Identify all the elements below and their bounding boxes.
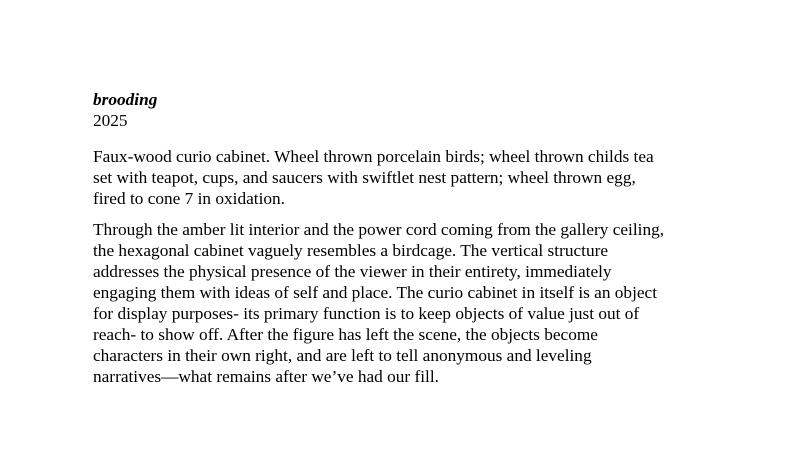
statement-line: addresses the physical presence of the viewer in their entirety, immediately	[93, 262, 612, 281]
statement-line: engaging them with ideas of self and place. The curio cabinet in itself is an object	[93, 283, 658, 302]
statement-line: Through the amber lit interior and the power cord coming from the gallery ceiling,	[93, 220, 665, 239]
statement-line: for display purposes- its primary function is to keep objects of value just out of	[93, 304, 640, 323]
artwork-year: 2025	[93, 111, 128, 130]
statement-line: narratives—what remains after we’ve had our fill.	[93, 367, 439, 386]
statement-line: characters in their own right, and are left to tell anonymous and leveling	[93, 346, 592, 365]
document-body	[93, 89, 733, 387]
materials-paragraph	[93, 146, 733, 209]
artwork-title: brooding	[93, 90, 158, 109]
statement-paragraph	[93, 219, 733, 387]
statement-line: reach- to show off. After the figure has left the scene, the objects become	[93, 325, 598, 344]
materials-line: set with teapot, cups, and saucers with swiftlet nest pattern; wheel thrown egg,	[93, 168, 636, 187]
statement-line: the hexagonal cabinet vaguely resembles a birdcage. The vertical structure	[93, 241, 609, 260]
materials-line: fired to cone 7 in oxidation.	[93, 189, 285, 208]
materials-line: Faux-wood curio cabinet. Wheel thrown porcelain birds; wheel thrown childs tea	[93, 147, 654, 166]
